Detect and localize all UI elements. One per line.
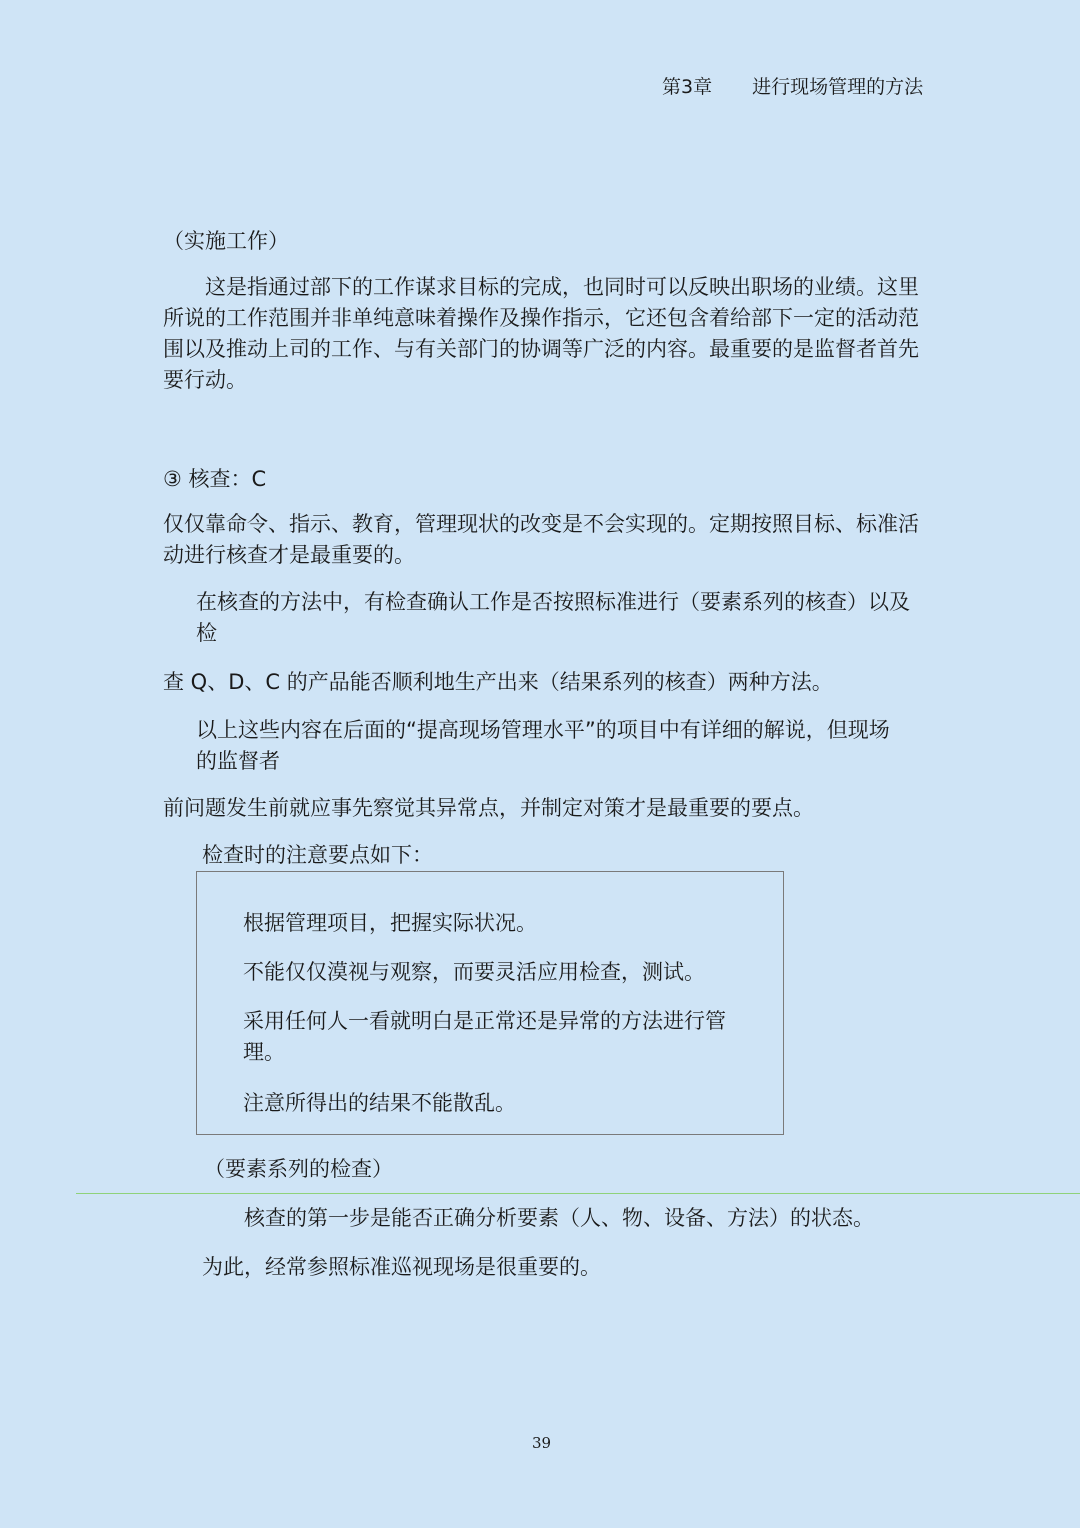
check-paragraph-2a: 在核查的方法中，有检查确认工作是否按照标准进行（要素系列的核查）以及检 — [196, 590, 910, 645]
notes-intro: 检查时的注意要点如下： — [202, 843, 433, 867]
implement-paragraph: 这是指通过部下的工作谋求目标的完成，也同时可以反映出职场的业绩。这里所说的工作范围并非单纯意味着操作及操作指示，它还包含着给部下一定的活动范围以及推动上司的工作、与有关部门的协调等广泛的内容。最重要的是监督者首先要行动。 — [163, 275, 919, 392]
notes-item: 根据管理项目，把握实际状况。 — [243, 911, 537, 935]
check-heading: ③ 核查：C — [163, 467, 267, 491]
element-paragraph-2: 为此，经常参照标准巡视现场是很重要的。 — [202, 1255, 601, 1279]
check-paragraph-2b: 查 Q、D、C 的产品能否顺利地生产出来（结果系列的核查）两种方法。 — [163, 670, 833, 694]
implement-heading: （实施工作） — [163, 229, 289, 253]
notes-item: 采用任何人一看就明白是正常还是异常的方法进行管理。 — [243, 1009, 726, 1064]
notes-box — [196, 871, 784, 1135]
check-paragraph-3b: 前问题发生前就应事先察觉其异常点，并制定对策才是最重要的要点。 — [163, 796, 814, 820]
check-paragraph-1: 仅仅靠命令、指示、教育，管理现状的改变是不会实现的。定期按照目标、标准活动进行核查才是最重要的。 — [163, 512, 919, 567]
notes-item: 注意所得出的结果不能散乱。 — [243, 1091, 516, 1115]
chapter-label: 第3章 — [662, 76, 713, 98]
divider-line — [76, 1193, 1080, 1194]
notes-item: 不能仅仅漠视与观察，而要灵活应用检查，测试。 — [243, 960, 705, 984]
page-number: 39 — [532, 1434, 552, 1452]
page-header — [662, 72, 923, 99]
chapter-title: 进行现场管理的方法 — [752, 76, 924, 98]
element-paragraph-1: 核查的第一步是能否正确分析要素（人、物、设备、方法）的状态。 — [244, 1206, 874, 1230]
element-heading: （要素系列的检查） — [204, 1157, 393, 1181]
check-paragraph-3a: 以上这些内容在后面的“提高现场管理水平”的项目中有详细的解说，但现场的监督者 — [196, 718, 890, 773]
